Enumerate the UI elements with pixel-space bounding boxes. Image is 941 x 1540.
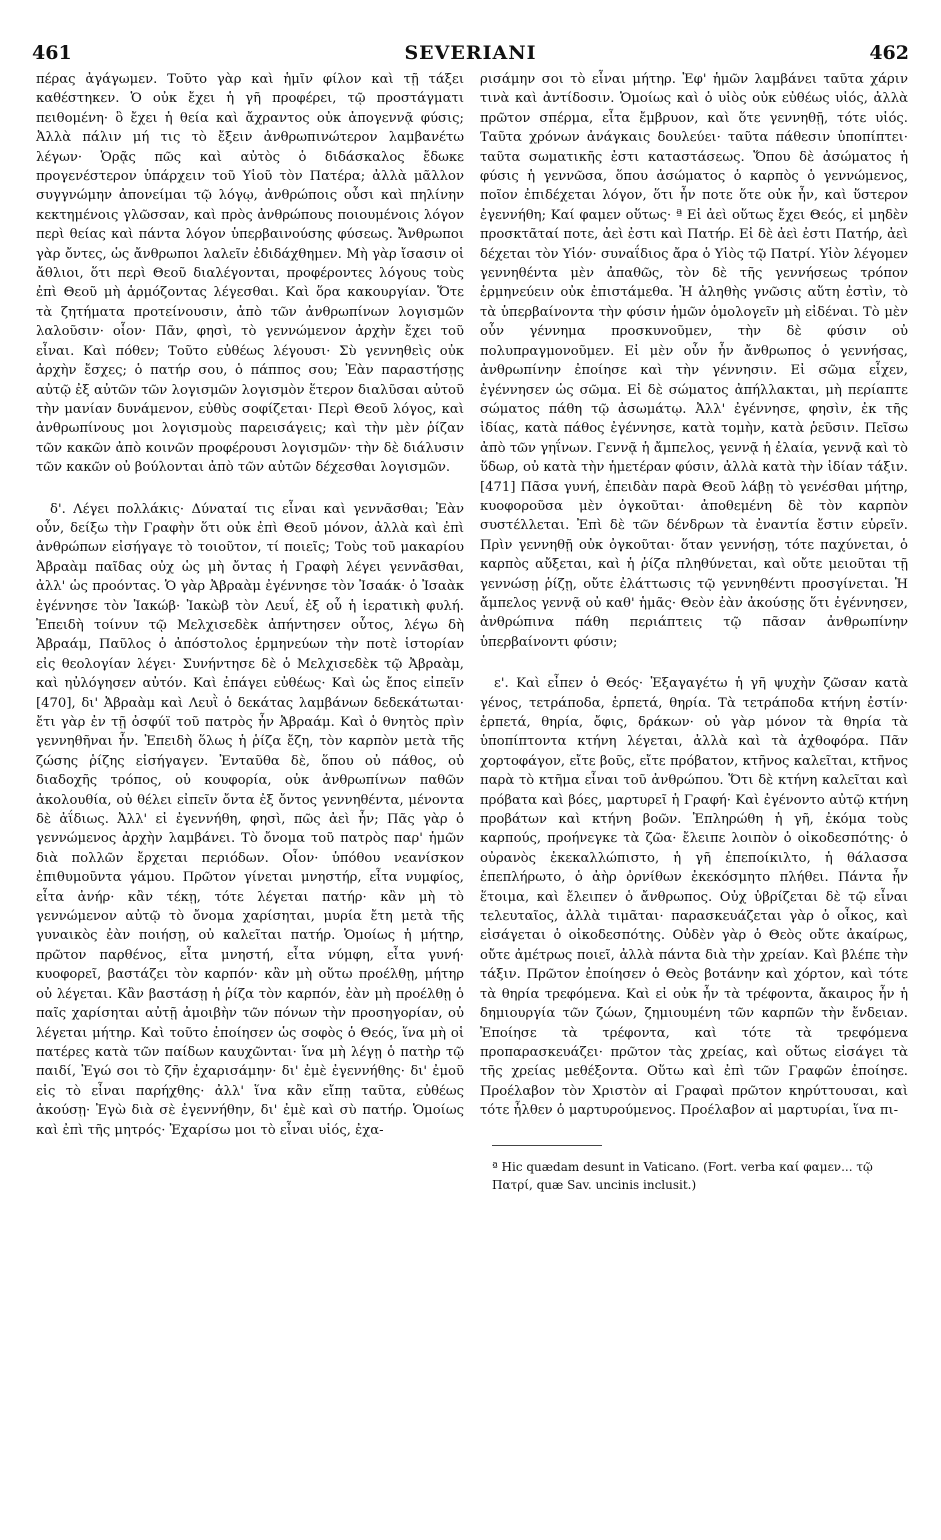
page-number-left: 461: [32, 42, 72, 64]
footnote: ª Hic quædam desunt in Vaticano. (Fort. verba καί φαμεν... τῷ Πατρί, quæ Sav. uncinis inclusit.): [492, 1159, 873, 1192]
page-header: [32, 42, 909, 68]
paragraph-continuation: ρισάμην σοι τὸ εἶναι μήτηρ. Ἐφ' ἡμῶν λαμβάνει ταῦτα χάριν τινὰ καὶ ἀντίδοσιν. Ὁμοίως καὶ ὁ υἱὸς οὐκ εὐθέως υἱός, ἀλλὰ πρῶτον σπέρμα, εἶτα ἔμβρυον, καὶ ὅτε γεννηθῇ, τότε υἱός. Ταῦτα χρόνων ἀνάγκαις δουλεύει· ταῦτα πάθεσιν ὑποπίπτει· ταῦτα σωματικῆς ἐστι καταστάσεως. Ὅπου δὲ ἀσώματος ἡ φύσις ἡ γεννῶσα, ὅπου ἀσώματος ὁ καρπὸς ὁ γεννώμενος, ποῖον ἐπιδέχεται λόγον, ὅτι ἦν ποτε ὅτε οὐκ ἦν, καὶ ὕστερον ἐγεννήθη; Καί φαμεν οὕτως· ª Εἰ ἀεὶ οὕτως ἔχει Θεός, εἰ μηδὲν προσκτᾶταί ποτε, ἀεὶ ἐστι καὶ Πατήρ. Εἰ δὲ ἀεὶ ἐστι Πατήρ, ἀεὶ δέχεται τὸν Υἱόν· συναΐδιος ἄρα ὁ Υἱὸς τῷ Πατρί. Υἱὸν λέγομεν γεννηθέντα μὲν ἀπαθῶς, τὸν δὲ τῆς γεννήσεως τρόπον ἑρμηνεύειν οὐκ ἐπιστάμεθα. Ἡ ἀληθὴς γνῶσις αὕτη ἐστὶν, τὸ τὰ ὑπερβαίνοντα τὴν φύσιν ἡμῶν ὁμολογεῖν μὴ εἰδέναι. Τὸ μὲν οὖν γέννημα προσκυνοῦμεν, τὴν δὲ φύσιν οὐ πολυπραγμονοῦμεν. Εἰ μὲν οὖν ἦν ἄνθρωπος ὁ γεννήσας, ἀνθρωπίνην ἐποίησε καὶ τὴν γέννησιν. Εἰ σῶμα εἶχεν, ἐγέννησεν ὡς σῶμα. Εἰ δὲ σώματος ἀπήλλακται, μὴ περίαπτε σώματος πάθη τῷ ἀσωμάτῳ. Ἀλλ' ἐγέννησε, φησὶν, ἐκ τῆς ἰδίας, κατὰ πάθος ἐγέννησε, κατὰ τομὴν, κατὰ ῥεῦσιν. Πεῖσω ἀπὸ τῶν γηΐνων. Γεννᾷ ἡ ἄμπελος, γεννᾷ ἡ ἐλαία, γεννᾷ καὶ τὸ ὕδωρ, οὐ κατὰ τὴν ἡμετέραν φύσιν, ἀλλὰ κατὰ τὴν ἰδίαν τάξιν. [471] Πᾶσα γυνή, ἐπειδὰν παρὰ Θεοῦ λάβῃ τὸ γενέσθαι μήτηρ, κυοφοροῦσα μὲν ὀγκοῦται· ἀποθεμένη δὲ τὸν καρπὸν συστέλλεται. Ἐπὶ δὲ τῶν δένδρων τὰ ἐναντία ἔστιν εὑρεῖν. Πρὶν γεννηθῇ οὐκ ὀγκοῦται· ὅταν γεννήσῃ, τότε παχύνεται, ὁ καρπὸς αὔξεται, καὶ ἡ ῥίζα πληθύνεται, καὶ οὔτε μειοῦται τῇ γεννώσῃ ῥίζῃ, οὔτε ἐλάττωσις τῷ γεννηθέντι προσγίνεται. Ἡ ἄμπελος γεννᾷ οὐ καθ' ἡμᾶς· Θεὸν ἐὰν ἀκούσῃς ὅτι ἐγέννησεν, ἀνθρώπινα πάθη περιάπτεις τῷ πᾶσαν ἀνθρωπίνην ὑπερβαίνοντι φύσιν;: [480, 72, 908, 650]
paragraph-continuation: πέρας ἀγάγωμεν. Τοῦτο γὰρ καὶ ἡμῖν φίλον καὶ τῇ τάξει καθέστηκεν. Ὁ οὐκ ἔχει ἡ γῆ προφέρει, τῷ προστάγματι πειθομένη· ὃ ἔχει ἡ θεία καὶ ἄχραντος οὐκ ἀπογεννᾷ φύσις; Ἀλλὰ πάλιν μή τις τὸ ἔξειν ἀνθρωπινώτερον λαμβανέτω λέγων· Ὁρᾷς πῶς καὶ αὐτὸς ὁ διδάσκαλος ἔδωκε προγενέστερον ὑπάρχειν τοῦ Υἱοῦ τὸν Πατέρα; ἀλλὰ μᾶλλον συγγνώμην ἀπονείμαι τῷ λόγῳ, ἀνθρώποις οὖσι καὶ πηλίνην κεκτημένοις γλῶσσαν, καὶ πρὸς ἀνθρώπους ποιουμένοις λόγον περὶ θείας καὶ πάντα λόγον ὑπερβαινούσης φύσεως. Ἄνθρωποι γὰρ ὄντες, ὡς ἄνθρωποι λαλεῖν ἐδιδάχθημεν. Μὴ γὰρ ἴσασιν οἱ ἄθλιοι, ὅτι περὶ Θεοῦ διαλέγονται, προφέροντες λόγους τοὺς ἐπὶ Θεοῦ μὴ ἁρμόζοντας λέγεσθαι. Καὶ ὅρα κακουργίαν. Ὅτε τὰ ζητήματα προτείνουσιν, ἀπὸ τῶν ἀνθρωπίνων λογισμῶν λαλοῦσιν· οἷον· Πᾶν, φησὶ, τὸ γεννώμενον ἀρχὴν ἔχει τοῦ εἶναι. Καὶ πόθεν; Τοῦτο εὐθέως λέγουσι· Σὺ γεννηθεὶς οὐκ ἀρχὴν ἔσχες; ὁ πατήρ σου, ὁ πάππος σου; Ἐὰν παραστήσῃς αὐτῷ ἐξ αὐτῶν τῶν λογισμῶν λογισμὸν ἕτερον διαλῦσαι αὐτοῦ τὴν μανίαν δυνάμενον, εὐθὺς σοφίζεται· Περὶ Θεοῦ λόγος, καὶ ἀνθρωπίνους μοι λογισμοὺς παρεισάγεις; καὶ τὴν μὲν ῥίζαν τῶν κακῶν ἀπὸ κοινῶν προφέρουσι λογισμῶν· τὴν δὲ διάλυσιν τῶν κακῶν οὐ βούλονται ἀπὸ τῶν αὐτῶν δέχεσθαι λογισμῶν.: [36, 72, 464, 476]
footnote-rule: [492, 1145, 602, 1146]
paragraph-section-5: ε'. Καὶ εἶπεν ὁ Θεός· Ἐξαγαγέτω ἡ γῆ ψυχὴν ζῶσαν κατὰ γένος, τετράποδα, ἑρπετά, θηρία. Τὰ τετράποδα κτήνη ἐστίν· ἑρπετά, θηρία, ὄφις, δράκων· οὐ γὰρ μόνον τὰ θηρία τὰ ὑποπίπτοντα κτήνη λέγεται, ἀλλὰ καὶ τὰ ἀχθοφόρα. Πᾶν χορτοφάγον, εἴτε βοῦς, εἴτε πρόβατον, κτῆνος καλεῖται, κτῆνος παρὰ τὸ κτῆμα εἶναι τοῦ ἀνθρώπου. Ὅτι δὲ κτήνη καλεῖται καὶ πρόβατα καὶ βόες, μαρτυρεῖ ἡ Γραφή· Καὶ ἐγένοντο αὐτῷ κτήνη προβάτων καὶ κτήνη βοῶν. Ἐπληρώθη ἡ γῆ, ἐκόμα τοὺς καρπούς, προήνεγκε τὰ ζῶα· ἔλειπε λοιπὸν ὁ οἰκοδεσπότης· ὁ οὐρανὸς ἐκεκαλλώπιστο, ἡ γῆ ἐπεποίκιλτο, ἡ θάλασσα ἐπεπλήρωτο, ὁ ἀὴρ ὀρνίθων ἐκεκόσμητο πλήθει. Πάντα ἦν ἕτοιμα, καὶ ἔλειπεν ὁ ἄνθρωπος. Οὐχ ὑβρίζεται δὲ τῷ εἶναι τελευταῖος, ἀλλὰ τιμᾶται· παρασκευάζεται γὰρ ὁ οἶκος, καὶ εἰσάγεται ὁ οἰκοδεσπότης. Οὐδὲν γὰρ ὁ Θεὸς οὔτε ἀκαίρως, οὔτε ἀμέτρως ποιεῖ, ἀλλὰ πάντα διὰ τὴν χρείαν. Καὶ βλέπε τὴν τάξιν. Πρῶτον ἐποίησεν ὁ Θεὸς βοτάνην καὶ χόρτον, καὶ τότε τὰ θηρία τρεφόμενα. Καὶ εἰ οὐκ ἦν τὰ τρέφοντα, ἄκαιρος ἦν ἡ δημιουργία τῶν ζώων, ζημιουμένη τῶν καρπῶν τὴν ἔνδειαν. Ἐποίησε τὰ τρέφοντα, καὶ τότε τὰ τρεφόμενα προπαρασκευάζει· πρῶτον τὰς χρείας, καὶ οὕτως εἰσάγει τὰ τῆς χρείας μεθέξοντα. Οὕτω καὶ ἐπὶ τῶν Γραφῶν ἐποίησε. Προέλαβον τὸν Χριστὸν αἱ Γραφαὶ πρῶτον κηρύττουσαι, καὶ τότε ἦλθεν ὁ μαρτυρούμενος. Προέλαβον αἱ μαρτυρίαι, ἵνα πι-: [480, 676, 908, 1119]
paragraph-section-4: δ'. Λέγει πολλάκις· Δύναταί τις εἶναι καὶ γεννᾶσθαι; Ἐὰν οὖν, δείξω τὴν Γραφὴν ὅτι οὐκ ἐπὶ Θεοῦ μόνον, ἀλλὰ καὶ ἐπὶ ἀνθρώπων εἰσήγαγε τὸ τοιοῦτον, τί ποιεῖς; Τοὺς τοῦ μακαρίου Ἀβραὰμ παῖδας οὐχ ὡς μὴ ὄντας ἡ Γραφὴ λέγει γεννᾶσθαι, ἀλλ' ὡς προόντας. Ὁ γὰρ Ἀβραὰμ ἐγέννησε τὸν Ἰσαάκ· ὁ Ἰσαὰκ ἐγέννησε τὸν Ἰακώβ· Ἰακὼβ τὸν Λευΐ, ἐξ οὗ ἡ ἱερατικὴ φυλή. Ἐπειδὴ τοίνυν τῷ Μελχισεδὲκ ἀπήντησεν οὗτος, λέγω δὴ Ἀβραάμ, Παῦλος ὁ ἀπόστολος ἑρμηνεύων τὴν ποτὲ ἱστορίαν εἰς θεολογίαν λέγει· Συνήντησε δὲ ὁ Μελχισεδὲκ τῷ Ἀβραὰμ, καὶ ηὐλόγησεν αὐτόν. Καὶ ἐπάγει εὐθέως· Καὶ ὡς ἔπος εἰπεῖν [470], δι' Ἀβραὰμ καὶ Λευῒ ὁ δεκάτας λαμβάνων δεδεκάτωται· ἔτι γὰρ ἐν τῇ ὀσφύϊ τοῦ πατρὸς ἦν Ἀβραάμ. Καὶ ὁ θνητὸς πρὶν γεννηθῆναι ἦν. Ἐπειδὴ ὅλως ἡ ῥίζα ἔζη, τὸν καρπὸν μετὰ τῆς ζώσης ῥίζης εἰσήγαγεν. Ἐνταῦθα δὲ, ὅπου οὐ πάθος, οὐ διαδοχῆς τρόπος, οὐ κουφορία, οὐκ ἀνθρωπίνων παθῶν ἀκολουθία, οὐ θέλει εἰπεῖν ὄντα ἐξ ὄντος γεννηθέντα, μένοντα δὲ ἀΐδιως. Ἀλλ' εἰ ἐγεννήθη, φησὶ, πῶς ἀεὶ ἦν; Πᾶς γὰρ ὁ γεννώμενος ἀρχὴν λαμβάνει. Τὸ ὄνομα τοῦ πατρὸς παρ' ἡμῶν διὰ πολλῶν ἔρχεται περιόδων. Οἷον· ὑπόθου νεανίσκον ἐπιθυμοῦντα γάμου. Πρῶτον γίνεται μνηστήρ, εἶτα νυμφίος, εἶτα ἀνήρ· κἂν τέκῃ, τότε λέγεται πατήρ· κἂν μὴ τὸ γεννώμενον αὐτῷ τὸ ὄνομα χαρίσηται, μυρία ἔτη μετὰ τῆς γυναικὸς ἐὰν ποιήσῃ, οὐ καλεῖται πατήρ. Ὁμοίως ἡ μήτηρ, πρῶτον παρθένος, εἶτα μνηστή, εἶτα νύμφη, εἶτα γυνή· κυοφορεῖ, βαστάζει τὸν καρπόν· κἂν μὴ οὕτω προέλθῃ, μήτηρ οὐ λέγεται. Κἂν βαστάσῃ ἡ ῥίζα τὸν καρπόν, ἐὰν μὴ προέλθῃ ὁ παῖς χαρίσηται αὐτῇ ἀμοιβὴν τῶν πόνων τὴν προσηγορίαν, οὐ λέγεται μήτηρ. Καὶ τοῦτο ἐποίησεν ὡς σοφὸς ὁ Θεός, ἵνα μὴ οἱ πατέρες κατὰ τῶν παίδων καυχῶνται· ἵνα μὴ λέγῃ ὁ πατὴρ τῷ παιδί, Ἐγώ σοι τὸ ζῆν ἐχαρισάμην· δι' ἐμὲ ἐγεννήθης· δι' ἐμοῦ εἰς τὸ εἶναι παρήχθης· ἀλλ' ἵνα κἂν εἴπῃ ταῦτα, εὐθέως ἀκούσῃ· Ἐγὼ διὰ σὲ ἐγεννήθην, δι' ἐμὲ καὶ σὺ πατήρ. Ὁμοίως καὶ ἐπὶ τῆς μητρός· Ἐχαρίσω μοι τὸ εἶναι υἱός, ἐχα-: [36, 501, 464, 1138]
right-column: [480, 70, 908, 1194]
running-title: SEVERIANI: [404, 42, 537, 64]
left-column: [36, 70, 464, 1140]
page-number-right: 462: [869, 42, 909, 64]
